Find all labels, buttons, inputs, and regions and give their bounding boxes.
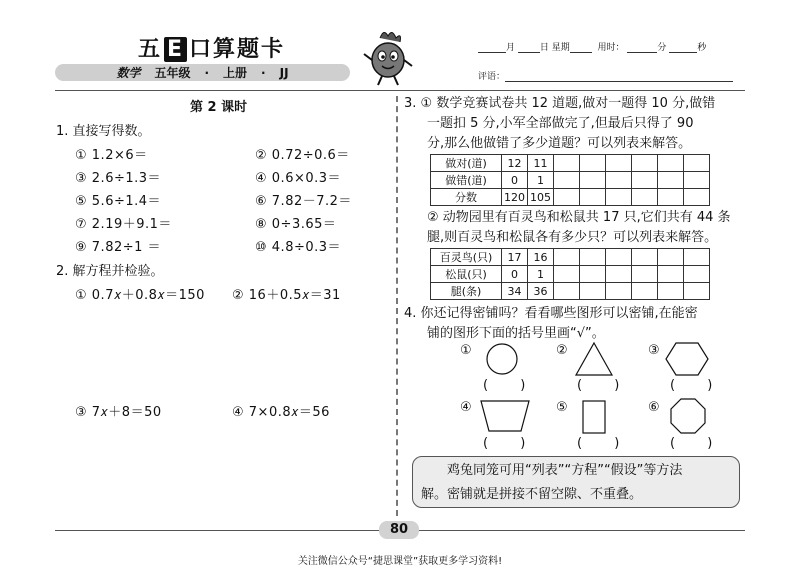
q1-item-9: ⑨ 7.82÷1 ＝ xyxy=(75,240,162,255)
lesson-title: 第 2 课时 xyxy=(190,100,248,115)
table-cell[interactable] xyxy=(632,189,658,206)
table-cell[interactable] xyxy=(554,266,580,283)
table-cell[interactable] xyxy=(554,189,580,206)
comment-blank[interactable] xyxy=(505,71,733,82)
volume-label: 上册 xyxy=(223,66,248,80)
table-cell[interactable] xyxy=(554,155,580,172)
table-header-cell: 做对(道) xyxy=(431,155,502,172)
shape-label-1: ① xyxy=(460,343,472,358)
second-blank[interactable] xyxy=(669,42,697,53)
comment-label: 评语： xyxy=(478,72,506,82)
q4-line-1: 4. 你还记得密铺吗？看看哪些图形可以密铺,在能密 xyxy=(404,306,698,321)
table-cell[interactable] xyxy=(658,266,684,283)
second-label: 秒 xyxy=(697,43,707,53)
shape-label-3: ③ xyxy=(648,343,660,358)
q1-item-7: ⑦ 2.19＋9.1＝ xyxy=(75,217,172,232)
subject-bar xyxy=(55,64,350,81)
q1-item-3: ③ 2.6÷1.3＝ xyxy=(75,171,162,186)
q2-item-4: ④ 7×0.8𝑥＝56 xyxy=(232,405,330,420)
date-line xyxy=(478,40,706,53)
table-cell: 1 xyxy=(528,172,554,189)
brand-e-logo: E xyxy=(164,37,187,62)
table-cell: 34 xyxy=(502,283,528,300)
table-cell[interactable] xyxy=(632,283,658,300)
table-cell[interactable] xyxy=(580,155,606,172)
table-row xyxy=(431,172,710,189)
mascot-icon xyxy=(358,28,418,88)
table-cell: 12 xyxy=(502,155,528,172)
table-cell[interactable] xyxy=(606,172,632,189)
shape-label-5: ⑤ xyxy=(556,400,568,415)
column-divider xyxy=(396,96,398,516)
hexagon-shape-icon xyxy=(664,340,710,378)
comment-line xyxy=(478,69,733,82)
table-cell[interactable] xyxy=(658,172,684,189)
tip-line-1: 鸡兔同笼可用“列表”“方程”“假设”等方法 xyxy=(447,463,683,478)
table-row xyxy=(431,249,710,266)
subject-label: 数学 xyxy=(116,66,141,80)
tip-box xyxy=(412,456,740,508)
table-cell[interactable] xyxy=(554,283,580,300)
month-label: 月 xyxy=(506,43,516,53)
table-cell[interactable] xyxy=(658,189,684,206)
q1-item-1: ① 1.2×6＝ xyxy=(75,148,148,163)
table-cell: 16 xyxy=(528,249,554,266)
table-cell: 120 xyxy=(502,189,528,206)
table-cell[interactable] xyxy=(554,249,580,266)
table-cell[interactable] xyxy=(606,155,632,172)
q2-title: 2. 解方程并检验。 xyxy=(56,264,164,279)
trapezoid-shape-icon xyxy=(478,398,532,434)
q1-item-8: ⑧ 0÷3.65＝ xyxy=(255,217,337,232)
table-cell[interactable] xyxy=(684,155,710,172)
shape-label-6: ⑥ xyxy=(648,400,660,415)
q3-table-1 xyxy=(430,154,710,206)
table-cell[interactable] xyxy=(580,249,606,266)
table-cell[interactable] xyxy=(658,283,684,300)
table-cell: 1 xyxy=(528,266,554,283)
q1-item-5: ⑤ 5.6÷1.4＝ xyxy=(75,194,162,209)
table-cell[interactable] xyxy=(684,249,710,266)
table-cell[interactable] xyxy=(658,249,684,266)
table-header-cell: 百灵鸟(只) xyxy=(431,249,502,266)
table-cell[interactable] xyxy=(606,283,632,300)
table-cell[interactable] xyxy=(554,172,580,189)
table-cell: 0 xyxy=(502,172,528,189)
week-label: 星期 xyxy=(551,43,570,53)
answer-paren-4[interactable]: ( ) xyxy=(483,436,540,451)
table-cell[interactable] xyxy=(632,266,658,283)
table-cell[interactable] xyxy=(606,266,632,283)
answer-paren-6[interactable]: ( ) xyxy=(670,436,727,451)
table-cell: 105 xyxy=(528,189,554,206)
table-cell[interactable] xyxy=(632,172,658,189)
answer-paren-1[interactable]: ( ) xyxy=(483,378,540,393)
q2-item-1: ① 0.7𝑥＋0.8𝑥＝150 xyxy=(75,288,205,303)
edition-label: JJ xyxy=(279,65,289,80)
table-cell[interactable] xyxy=(684,283,710,300)
table-cell[interactable] xyxy=(684,189,710,206)
table-cell: 0 xyxy=(502,266,528,283)
octagon-shape-icon xyxy=(668,396,708,436)
brand-title xyxy=(138,32,285,63)
q3-line-4: ② 动物园里有百灵鸟和松鼠共 17 只,它们共有 44 条 xyxy=(427,210,731,225)
table-cell[interactable] xyxy=(632,155,658,172)
table-cell[interactable] xyxy=(606,189,632,206)
table-cell[interactable] xyxy=(684,172,710,189)
minute-blank[interactable] xyxy=(627,42,657,53)
tip-line-2: 解。密铺就是拼接不留空隙、不重叠。 xyxy=(421,487,643,502)
separator-dot: · xyxy=(261,65,266,80)
table-cell: 36 xyxy=(528,283,554,300)
circle-shape-icon xyxy=(484,342,520,376)
table-cell: 17 xyxy=(502,249,528,266)
q4-line-2: 铺的图形下面的括号里画“√”。 xyxy=(427,326,605,341)
table-header-cell: 松鼠(只) xyxy=(431,266,502,283)
week-blank[interactable] xyxy=(570,42,592,53)
table-header-cell: 腿(条) xyxy=(431,283,502,300)
header-rule xyxy=(55,90,745,91)
table-row xyxy=(431,155,710,172)
brand-post: 口算题卡 xyxy=(189,37,286,62)
table-row xyxy=(431,189,710,206)
answer-paren-2[interactable]: ( ) xyxy=(577,378,634,393)
month-blank[interactable] xyxy=(478,42,506,53)
q3-line-2: 一题扣 5 分,小军全部做完了,但最后只得了 90 xyxy=(427,116,694,131)
table-cell[interactable] xyxy=(606,249,632,266)
shape-label-2: ② xyxy=(556,343,568,358)
q1-title: 1. 直接写得数。 xyxy=(56,124,151,139)
footer-text: 关注微信公众号“捷思课堂”获取更多学习资料! xyxy=(297,556,503,567)
table-cell[interactable] xyxy=(632,249,658,266)
q3-line-3: 分,那么他做错了多少道题？可以列表来解答。 xyxy=(427,136,692,151)
q1-item-6: ⑥ 7.82－7.2＝ xyxy=(255,194,352,209)
table-cell[interactable] xyxy=(580,189,606,206)
minute-label: 分 xyxy=(657,43,667,53)
answer-paren-3[interactable]: ( ) xyxy=(670,378,727,393)
triangle-shape-icon xyxy=(573,340,615,378)
q3-line-5: 腿,则百灵鸟和松鼠各有多少只？可以列表来解答。 xyxy=(427,230,718,245)
table-cell: 11 xyxy=(528,155,554,172)
day-label: 日 xyxy=(539,43,549,53)
table-cell[interactable] xyxy=(580,266,606,283)
table-cell[interactable] xyxy=(580,283,606,300)
separator-dot: · xyxy=(204,65,210,80)
shape-label-4: ④ xyxy=(460,400,472,415)
rectangle-shape-icon xyxy=(580,398,608,436)
time-used-label: 用时： xyxy=(597,43,625,53)
table-row xyxy=(431,266,710,283)
table-cell[interactable] xyxy=(658,155,684,172)
table-header-cell: 做错(道) xyxy=(431,172,502,189)
q1-item-10: ⑩ 4.8÷0.3＝ xyxy=(255,240,342,255)
q1-item-2: ② 0.72÷0.6＝ xyxy=(255,148,350,163)
page-number: 80 xyxy=(379,521,419,539)
brand-pre: 五 xyxy=(138,37,163,62)
table-header-cell: 分数 xyxy=(431,189,502,206)
q2-item-2: ② 16＋0.5𝑥＝31 xyxy=(232,288,341,303)
table-cell[interactable] xyxy=(580,172,606,189)
q2-item-3: ③ 7𝑥＋8＝50 xyxy=(75,405,162,420)
day-blank[interactable] xyxy=(518,42,540,53)
q3-table-2 xyxy=(430,248,710,300)
table-row xyxy=(431,283,710,300)
q3-line-1: 3. ① 数学竞赛试卷共 12 道题,做对一题得 10 分,做错 xyxy=(404,96,716,111)
grade-label: 五年级 xyxy=(154,66,191,80)
table-cell[interactable] xyxy=(684,266,710,283)
q1-item-4: ④ 0.6×0.3＝ xyxy=(255,171,342,186)
answer-paren-5[interactable]: ( ) xyxy=(577,436,634,451)
